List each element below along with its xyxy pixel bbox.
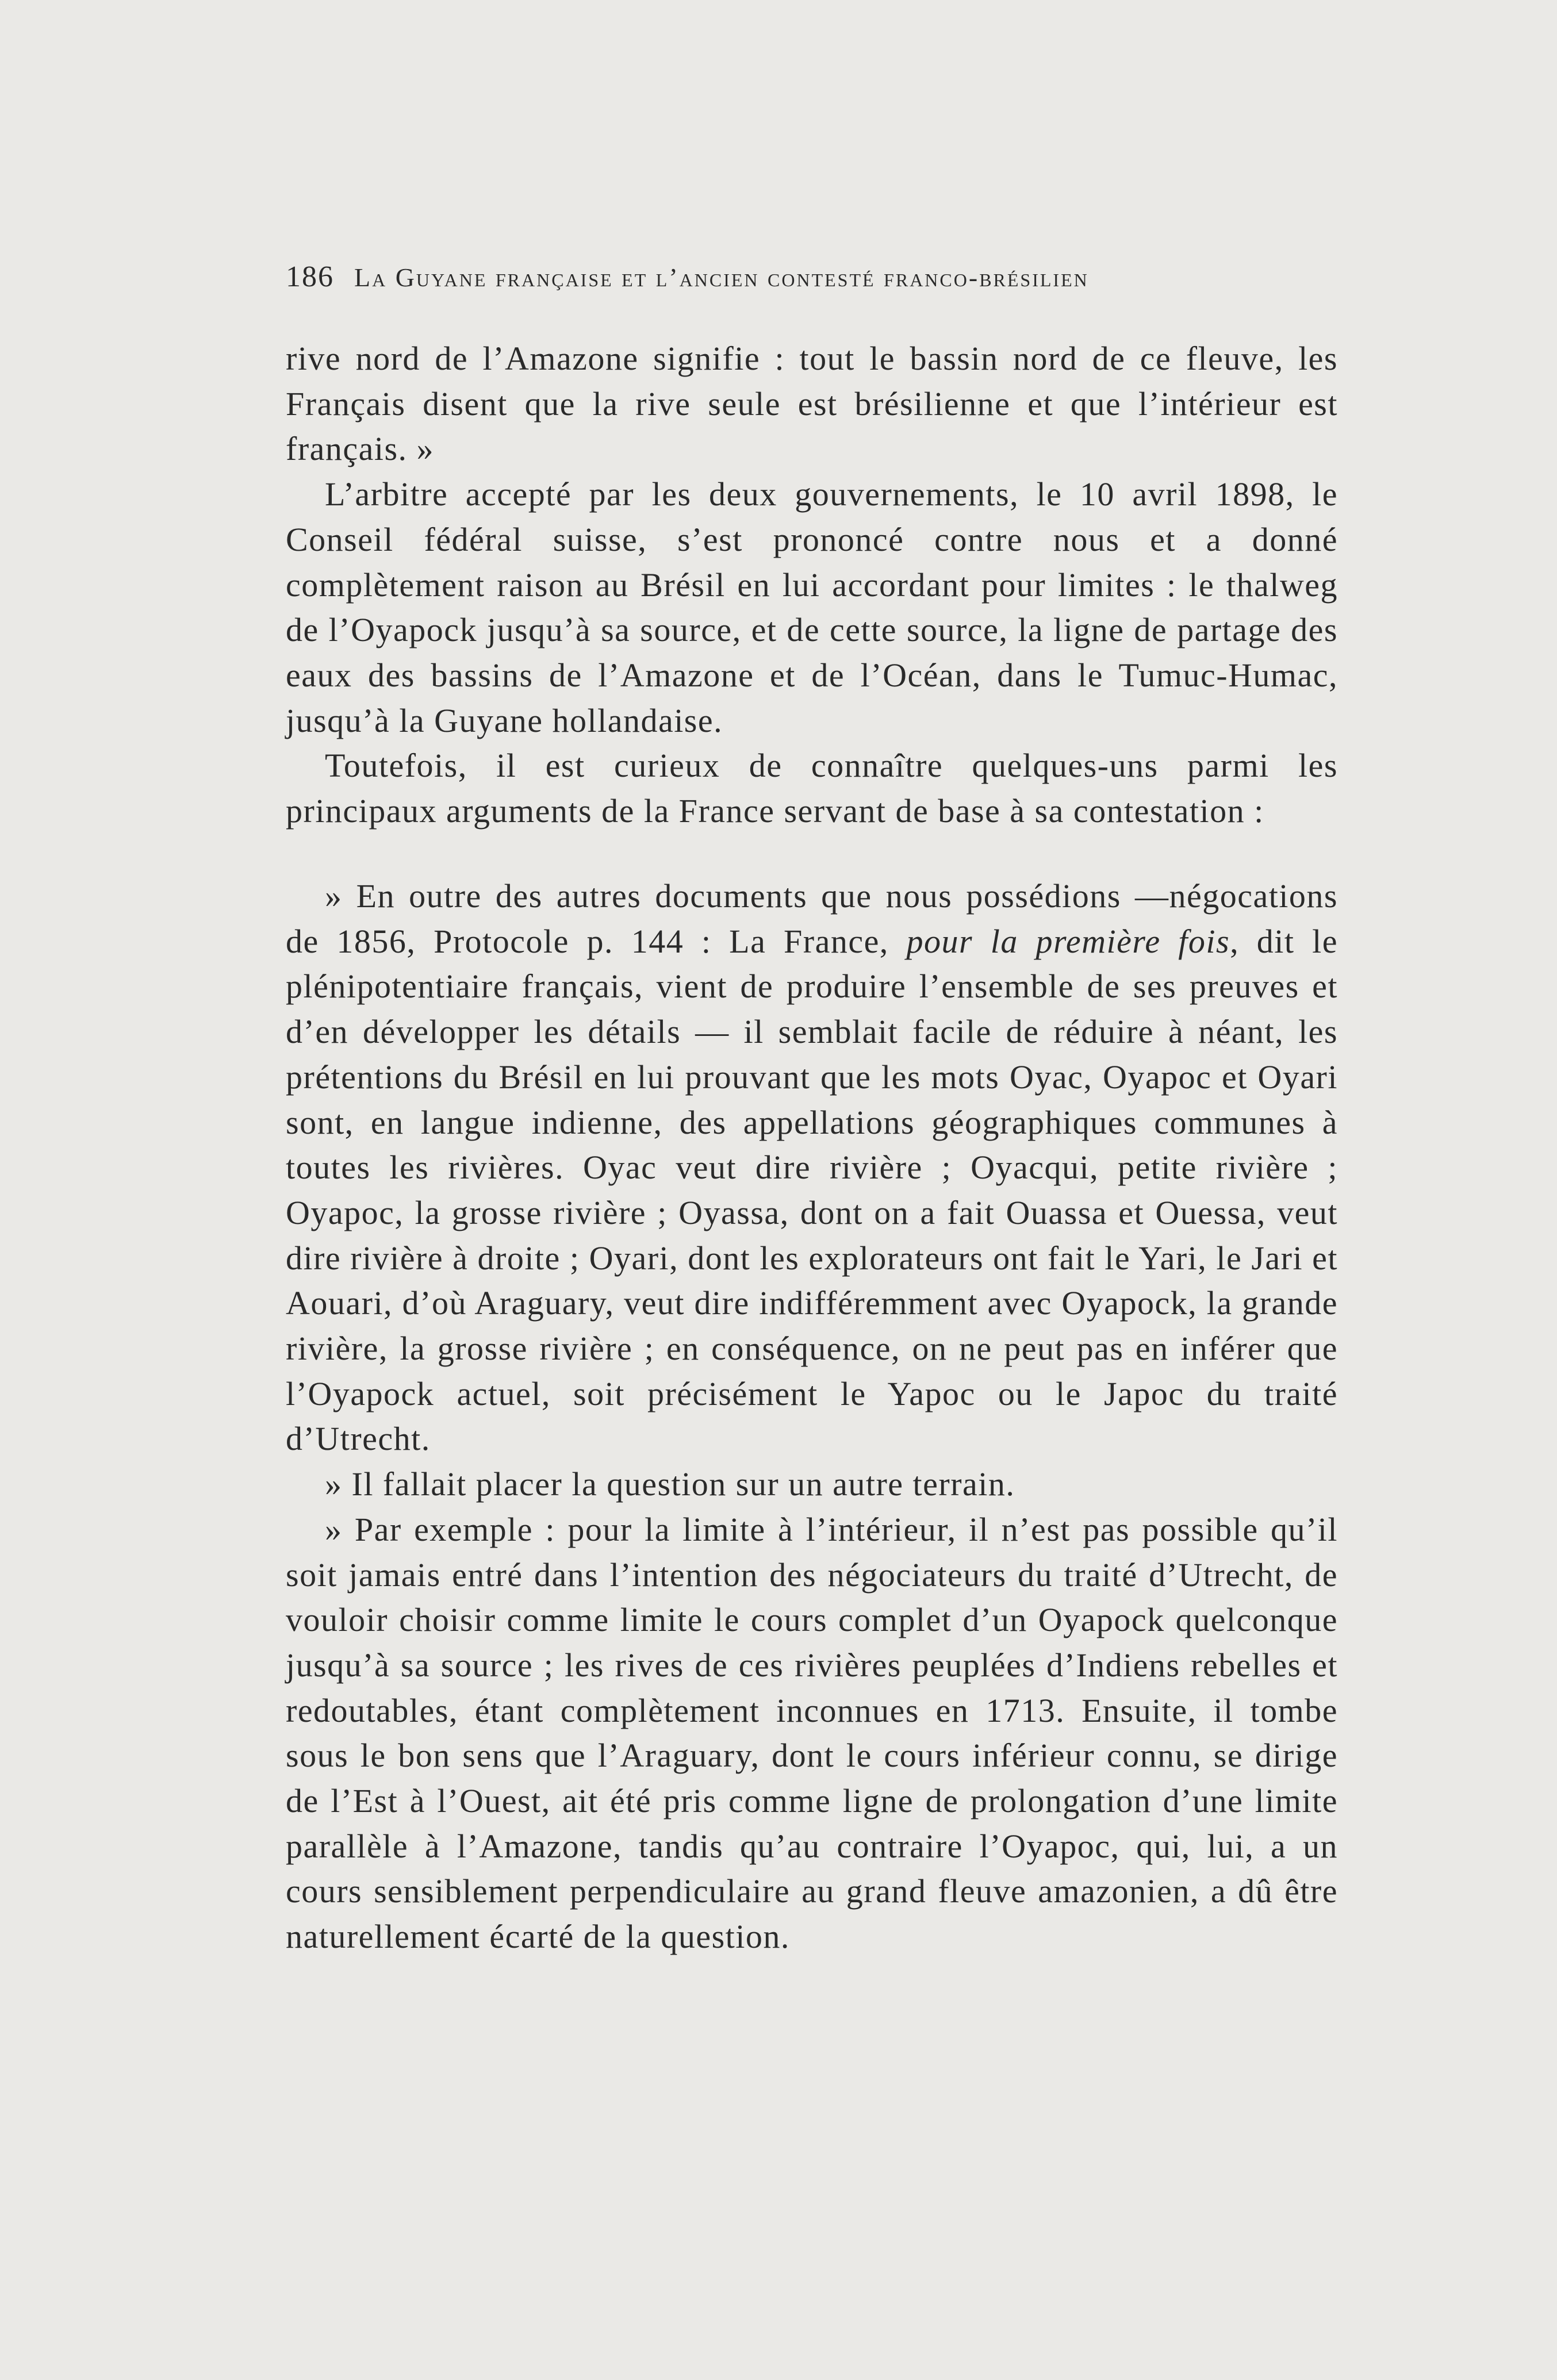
paragraph-continuation: rive nord de l’Amazone signifie : tout le bassin nord de ce fleuve, les Français disent que la rive seule est brésilienne et que l’intérieur est français. » <box>286 340 1338 468</box>
running-head <box>286 260 1338 295</box>
quote-italic-phrase: pour la première fois <box>906 922 1230 960</box>
paragraph-arbitration: L’arbitre accepté par les deux gouvernements, le 10 avril 1898, le Conseil fédéral suisse, s’est prononcé contre nous et a donné complètement raison au Brésil en lui accordant pour limites : le thalweg de l’Oyapock jusqu’à sa source, et de cette source, la ligne de partage des eaux des bassins de l’Amazone et de l’Océan, dans le Tumuc-Humac, jusqu’à la Guyane hollandaise. <box>286 475 1338 739</box>
paragraph-quote-terrain: » Il fallait placer la question sur un autre terrain. <box>325 1465 1015 1503</box>
quote-text-start: » En outre des autres documents que nous possédions —négocations de 1856, Protocole p. 144 : La France, <box>286 877 1338 960</box>
paragraph-quote-documents <box>286 874 1338 1462</box>
running-title: La Guyane française et l’ancien contesté franco-brésilien <box>354 263 1089 292</box>
quote-text-end: , dit le plénipotentiaire français, vient de produire l’ensemble de ses preuves et d’en développer les détails — il semblait facile de réduire à néant, les prétentions du Brésil en lui prouvant que les mots Oyac, Oyapoc et Oyari sont, en langue indienne, des appellations géographiques communes à toutes les rivières. Oyac veut dire rivière ; Oyacqui, petite rivière ; Oyapoc, la grosse rivière ; Oyassa, dont on a fait Ouassa et Ouessa, veut dire rivière à droite ; Oyari, dont les explorateurs ont fait le Yari, le Jari et Aouari, d’où Araguary, veut dire indifféremment avec Oyapock, la grande rivière, la grosse rivière ; en conséquence, on ne peut pas en inférer que l’Oyapock actuel, soit précisément le Yapoc ou le Japoc du traité d’Utrecht. <box>286 922 1338 1458</box>
text-block-quotation <box>286 874 1338 1960</box>
paragraph-arguments-intro: Toutefois, il est curieux de connaître quelques-uns parmi les principaux arguments de la France servant de base à sa contestation : <box>286 747 1338 830</box>
page-number: 186 <box>286 260 334 293</box>
paragraph-quote-example: » Par exemple : pour la limite à l’intérieur, il n’est pas possible qu’il soit jamais entré dans l’intention des négociateurs du traité d’Utrecht, de vouloir choisir comme limite le cours complet d’un Oyapock quelconque jusqu’à sa source ; les rives de ces rivières peuplées d’Indiens rebelles et redoutables, étant complètement inconnues en 1713. Ensuite, il tombe sous le bon sens que l’Araguary, dont le cours inférieur connu, se dirige de l’Est à l’Ouest, ait été pris comme ligne de prolongation d’une limite parallèle à l’Amazone, tandis qu’au contraire l’Oyapoc, qui, lui, a un cours sensiblement perpendiculaire au grand fleuve amazonien, a dû être naturellement écarté de la question. <box>286 1510 1338 1956</box>
text-block-top <box>286 336 1338 834</box>
